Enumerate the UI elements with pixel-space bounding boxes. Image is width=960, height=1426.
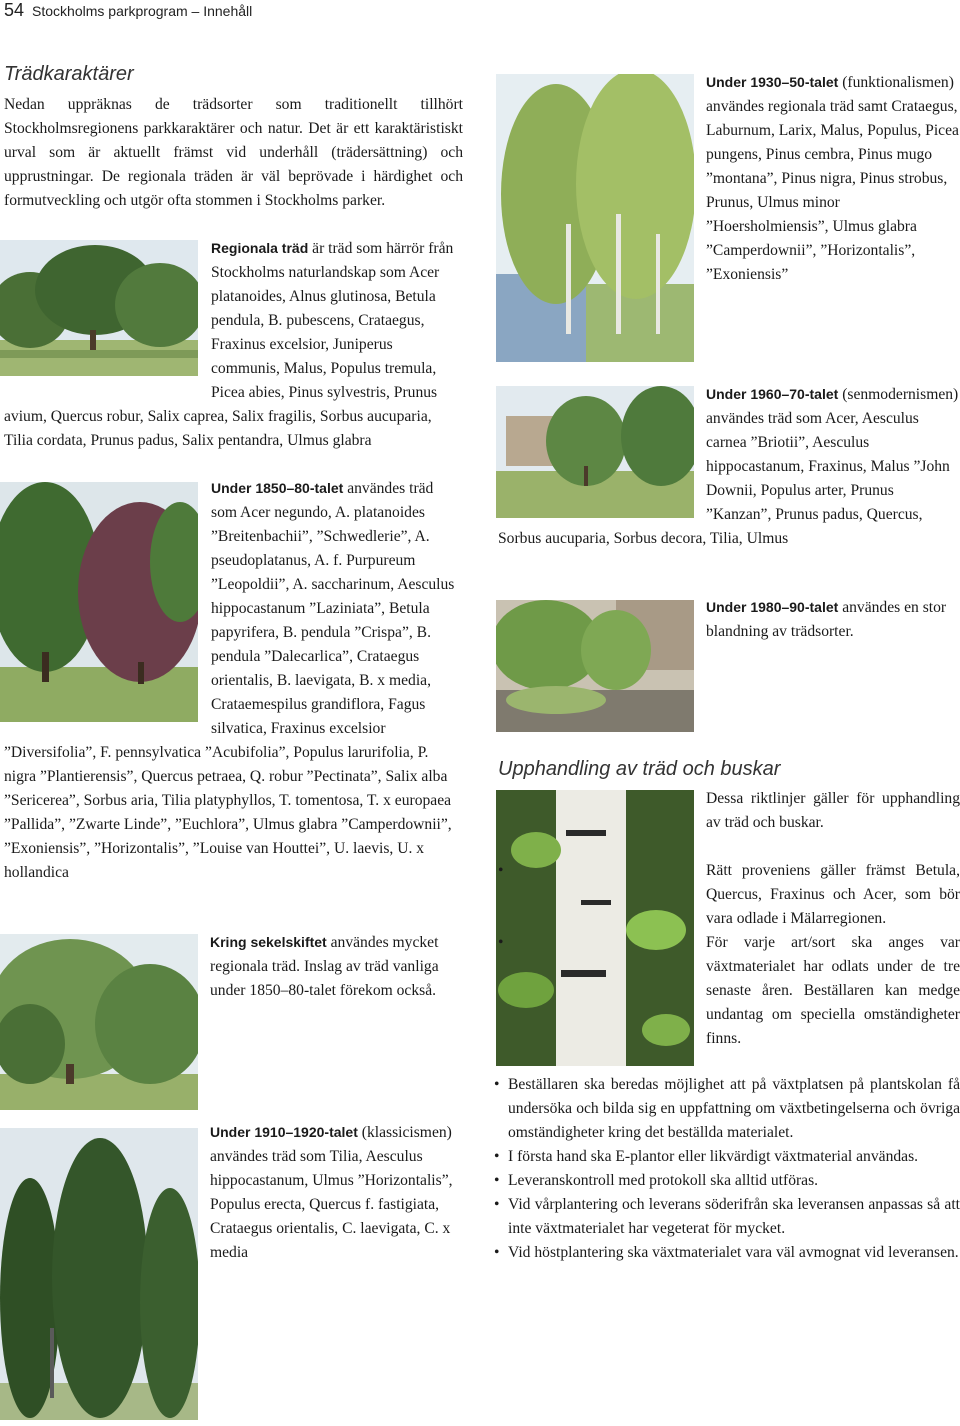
block-1850	[4, 476, 463, 885]
photo-sekelskiftet-trees	[0, 934, 198, 1110]
inner-bullet-odlingsplats: • För varje art/sort ska anges var växtmaterialet har odlats under de tre senaste åren. Beställaren kan medge undantag om speciella omständigheter finns.	[498, 931, 960, 1051]
block-upphandling	[498, 787, 960, 1265]
text-1910: (klassicismen) användes träd som Tilia, Aesculus hippocastanum, Ulmus ”Horizontalis”, Populus erecta, Quercus f. fastigiata, Crataegus orientalis, C. laevigata, C. x media	[210, 1124, 453, 1261]
inner-bullet-list	[498, 859, 960, 1051]
label-1980: Under 1980–90-talet	[706, 599, 839, 615]
bullet-item: • I första hand ska E-plantor eller likvärdigt växtmaterial användas.	[494, 1145, 960, 1169]
bullet-list	[494, 1073, 960, 1265]
block-sekelskiftet	[210, 930, 463, 1003]
label-1910: Under 1910–1920-talet	[210, 1124, 358, 1140]
label-1960: Under 1960–70-talet	[706, 386, 839, 402]
upphandling-intro: Dessa riktlinjer gäller för upphandling av träd och buskar.	[706, 790, 960, 831]
label-1930: Under 1930–50-talet	[706, 74, 839, 90]
block-1960	[498, 382, 960, 551]
label-regionala: Regionala träd	[211, 240, 309, 256]
text-1850: användes träd som Acer negundo, A. platanoides ”Breitenbachii”, ”Schwedlerie”, A. pseudoplatanus, A. f. Purpureum ”Leopoldii”, A. saccharinum, Aesculus hippocastanum ”Laziniata”, Betula papyrifera, B. pendula ”Crispa”, B. pendula ”Dalecarlica”, Crataegus orientalis, B. laevigata, B. x media, Crataemespilus grandiflora, Fagus silvatica, Fraxinus excelsior ”Diversifolia”, F. pennsylvatica ”Acubifolia”, Populus larurifolia, P. nigra ”Plantierensis”, Quercus petraea, Q. robur ”Pectinata”, Salix alba ”Sericerea”, Sorbus aria, Tilia platyphyllos, T. tomentosa, T. x europaea ”Pallida”, ”Zwarte Linde”, ”Euchlora”, Ulmus glabra ”Camperdownii”, ”Exoniensis”, ”Horizontalis”, ”Louise van Houttei”, U. laevis, U. x hollandica	[4, 480, 455, 881]
section-heading-tradkaraktarer: Trädkaraktärer	[4, 63, 134, 85]
text-1960: (senmodernismen) användes träd som Acer, Aesculus carnea ”Briotii”, Aesculus hippocastanum, Fraxinus, Malus ”John Downii, Populus arter, Prunus ”Kanzan”, Prunus padus, Quercus, Sorbus aucuparia, Sorbus decora, Tilia, Ulmus	[498, 386, 959, 547]
bullet-item: • Leveranskontroll med protokoll ska alltid utföras.	[494, 1169, 960, 1193]
running-title: Stockholms parkprogram – Innehåll	[32, 3, 253, 19]
photo-1980-park	[496, 600, 694, 732]
bullet-item: • Vid vårplantering och leverans söderifrån ska leveransen anpassas så att inte växtmaterialet har vegeterat för mycket.	[494, 1193, 960, 1241]
text-1930: (funktionalismen) användes regionala träd samt Crataegus, Laburnum, Larix, Malus, Populus, Picea pungens, Pinus cembra, Pinus mugo ”montana”, Pinus nigra, Pinus strobus, Prunus, Ulmus minor ”Hoersholmiensis”, Ulmus glabra ”Camperdownii”, ”Horizontalis”, ”Exoniensis”	[706, 74, 959, 283]
inner-bullet-proveniens: • Rätt proveniens gäller främst Betula, Quercus, Fraxinus och Acer, som bör vara odlade i Mälarregionen.	[498, 859, 960, 931]
photo-1910-trees	[0, 1128, 198, 1420]
photo-1930-trees	[496, 74, 694, 362]
running-header	[4, 0, 252, 21]
text-sekelskiftet: användes mycket regionala träd. Inslag av träd vanliga under 1850–80-talet förekom också.	[210, 934, 439, 999]
block-1930	[706, 70, 960, 287]
page-number: 54	[4, 0, 25, 20]
bullet-item: • Beställaren ska beredas möjlighet att på växtplatsen på plantskolan få undersöka och bilda sig en uppfattning om växtbetingelserna och övriga omständigheter kring det beställda materialet.	[494, 1073, 960, 1145]
block-regionala	[4, 236, 463, 453]
section-heading-upphandling: Upphandling av träd och buskar	[498, 758, 781, 780]
label-1850: Under 1850–80-talet	[211, 480, 344, 496]
intro-paragraph: Nedan uppräknas de trädsorter som traditionellt tillhört Stockholmsregionens parkkaraktärer och natur. Det är ett karaktäristiskt urval som är aktuellt främst vid underhåll (trädersättning) och upprustningar. De regionala träden är väl beprövade i härdighet och formutveckling och utgör ofta stommen i Stockholms parker.	[4, 96, 463, 209]
bullet-item: • Vid höstplantering ska växtmaterialet vara väl avmognat vid leveransen.	[494, 1241, 960, 1265]
block-1980	[706, 595, 960, 644]
text-regionala: är träd som härrör från Stockholms naturlandskap som Acer platanoides, Alnus glutinosa, Betula pendula, B. pubescens, Crataegus, Fraxinus excelsior, Juniperus communis, Malus, Populus tremula, Picea abies, Pinus sylvestris, Prunus avium, Quercus robur, Salix caprea, Salix fragilis, Sorbus aucuparia, Tilia cordata, Prunus padus, Salix pentandra, Ulmus glabra	[4, 240, 454, 449]
text-1980: användes en stor blandning av trädsorter.	[706, 599, 947, 640]
block-1910	[210, 1120, 463, 1265]
label-sekelskiftet: Kring sekelskiftet	[210, 934, 327, 950]
